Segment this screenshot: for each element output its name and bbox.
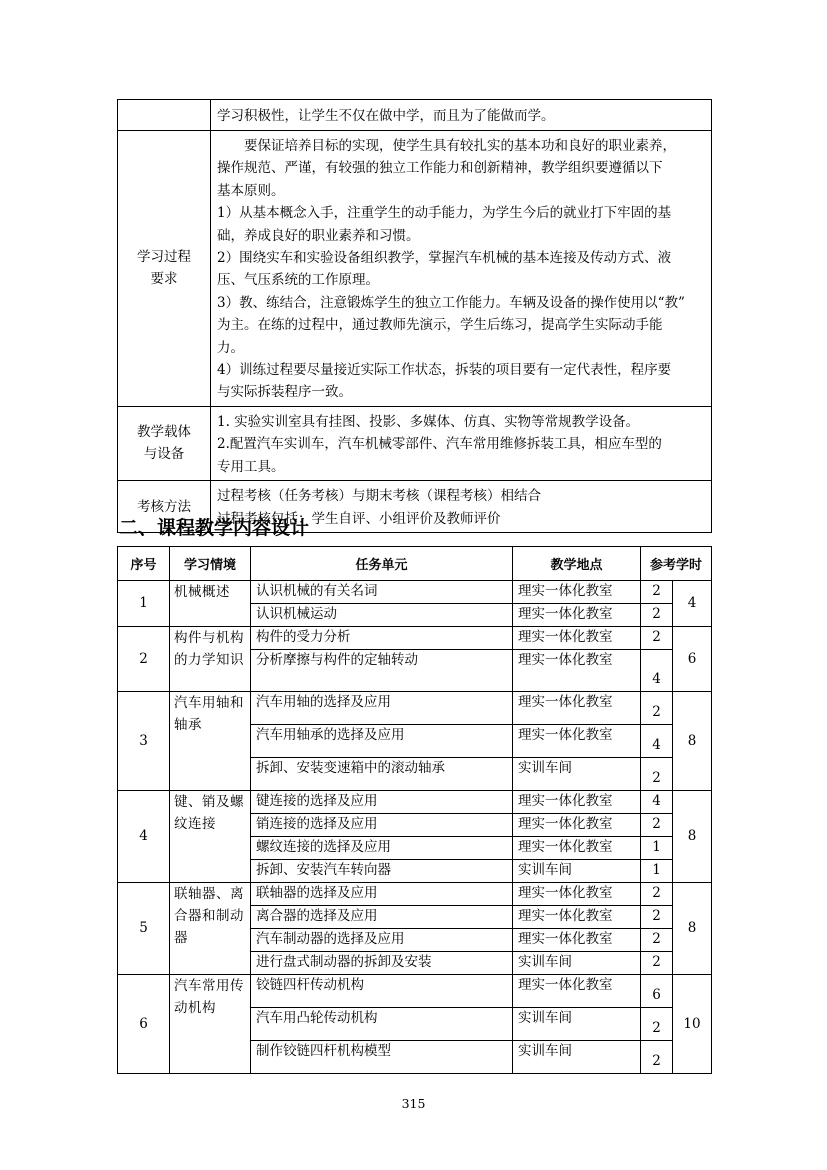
paragraph-line: 学习积极性，让学生不仅在做中学，而且为了能做而学。 xyxy=(217,107,555,124)
cell-total-hours: 10 xyxy=(673,975,712,1074)
cell-task: 进行盘式制动器的拆卸及安装 xyxy=(251,952,513,975)
cell-hours: 2 xyxy=(641,758,673,791)
paragraph-line: 1. 实验实训室具有挂图、投影、多媒体、仿真、实物等常规教学设备。 xyxy=(217,413,640,430)
paragraph-line: 基本原则。 xyxy=(217,182,285,199)
paragraph-line: 2.配置汽车实训车，汽车机械零部件、汽车常用维修拆装工具，相应车型的 xyxy=(217,436,662,453)
header-situation: 学习情境 xyxy=(170,547,251,581)
course-content-table xyxy=(117,546,712,1074)
cell-place: 理实一体化教室 xyxy=(513,975,641,1008)
row-content-learning-process xyxy=(211,131,712,407)
cell-task: 拆卸、安装变速箱中的滚动轴承 xyxy=(251,758,513,791)
cell-hours: 1 xyxy=(641,837,673,860)
cell-hours: 2 xyxy=(641,929,673,952)
cell-hours: 2 xyxy=(641,883,673,906)
cell-task: 离合器的选择及应用 xyxy=(251,906,513,929)
cell-place: 理实一体化教室 xyxy=(513,692,641,725)
cell-hours: 2 xyxy=(641,952,673,975)
cell-place: 理实一体化教室 xyxy=(513,650,641,692)
cell-total-hours: 6 xyxy=(673,627,712,692)
cell-place: 理实一体化教室 xyxy=(513,906,641,929)
row-label-learning-process: 学习过程 要求 xyxy=(118,131,211,407)
page-number: 315 xyxy=(401,1096,426,1111)
table-row xyxy=(118,406,712,480)
cell-place: 实训车间 xyxy=(513,1008,641,1041)
row-label xyxy=(118,100,211,131)
cell-task: 汽车制动器的选择及应用 xyxy=(251,929,513,952)
row-label-teaching-equipment: 教学载体 与设备 xyxy=(118,406,211,480)
cell-situation: 机械概述 xyxy=(170,581,251,627)
table-row xyxy=(118,627,712,650)
cell-no: 4 xyxy=(118,791,170,883)
cell-place: 理实一体化教室 xyxy=(513,837,641,860)
paragraph-line: 础，养成良好的职业素养和习惯。 xyxy=(217,227,420,244)
cell-hours: 6 xyxy=(641,975,673,1008)
row-content xyxy=(211,100,712,131)
table-row xyxy=(118,791,712,814)
cell-place: 理实一体化教室 xyxy=(513,581,641,604)
table-row xyxy=(118,581,712,604)
cell-situation: 键、销及螺纹连接 xyxy=(170,791,251,883)
cell-place: 理实一体化教室 xyxy=(513,814,641,837)
paragraph-line: 与实际拆装程序一致。 xyxy=(217,384,352,401)
paragraph-line: 4）训练过程要尽量接近实际工作状态，拆装的项目要有一定代表性，程序要 xyxy=(217,362,672,379)
cell-task: 拆卸、安装汽车转向器 xyxy=(251,860,513,883)
cell-no: 2 xyxy=(118,627,170,692)
cell-task: 螺纹连接的选择及应用 xyxy=(251,837,513,860)
header-hours: 参考学时 xyxy=(641,547,712,581)
cell-place: 实训车间 xyxy=(513,952,641,975)
cell-hours: 4 xyxy=(641,650,673,692)
cell-hours: 2 xyxy=(641,906,673,929)
cell-situation: 汽车用轴和轴承 xyxy=(170,692,251,791)
section-title: 二、课程教学内容设计 xyxy=(119,517,310,539)
cell-hours: 4 xyxy=(641,791,673,814)
paragraph-line: 专用工具。 xyxy=(217,458,285,475)
cell-place: 理实一体化教室 xyxy=(513,725,641,758)
cell-hours: 4 xyxy=(641,725,673,758)
cell-task: 制作铰链四杆机构模型 xyxy=(251,1041,513,1074)
cell-total-hours: 8 xyxy=(673,692,712,791)
cell-total-hours: 8 xyxy=(673,883,712,975)
cell-situation: 联轴器、离合器和制动器 xyxy=(170,883,251,975)
table-row xyxy=(118,100,712,131)
paragraph-line: 1）从基本概念入手，注重学生的动手能力，为学生今后的就业打下牢固的基 xyxy=(217,205,672,222)
cell-place: 理实一体化教室 xyxy=(513,791,641,814)
row-content-teaching-equipment xyxy=(211,406,712,480)
cell-task: 铰链四杆传动机构 xyxy=(251,975,513,1008)
cell-total-hours: 4 xyxy=(673,581,712,627)
cell-task: 键连接的选择及应用 xyxy=(251,791,513,814)
cell-task: 构件的受力分析 xyxy=(251,627,513,650)
table-header-row xyxy=(118,547,712,581)
paragraph-line: 2）围绕实车和实验设备组织教学，掌握汽车机械的基本连接及传动方式、液 xyxy=(217,250,672,267)
cell-place: 实训车间 xyxy=(513,1041,641,1074)
table-row xyxy=(118,692,712,725)
cell-task: 认识机械运动 xyxy=(251,604,513,627)
cell-hours: 2 xyxy=(641,581,673,604)
cell-task: 联轴器的选择及应用 xyxy=(251,883,513,906)
table-row xyxy=(118,883,712,906)
table-row xyxy=(118,975,712,1008)
cell-total-hours: 8 xyxy=(673,791,712,883)
cell-place: 理实一体化教室 xyxy=(513,883,641,906)
cell-task: 销连接的选择及应用 xyxy=(251,814,513,837)
cell-situation: 汽车常用传动机构 xyxy=(170,975,251,1074)
cell-place: 理实一体化教室 xyxy=(513,627,641,650)
paragraph-line: 要保证培养目标的实现，使学生具有较扎实的基本功和良好的职业素养， xyxy=(244,138,676,154)
header-task: 任务单元 xyxy=(251,547,513,581)
paragraph-line: 力。 xyxy=(217,339,244,356)
course-info-table xyxy=(117,99,712,533)
cell-no: 3 xyxy=(118,692,170,791)
cell-task: 汽车用凸轮传动机构 xyxy=(251,1008,513,1041)
paragraph-line: 3）教、练结合，注意锻炼学生的独立工作能力。车辆及设备的操作使用以“教” xyxy=(217,294,685,311)
paragraph-line: 过程考核包括：学生自评、小组评价及教师评价 xyxy=(217,510,501,527)
cell-hours: 2 xyxy=(641,692,673,725)
cell-no: 1 xyxy=(118,581,170,627)
cell-place: 理实一体化教室 xyxy=(513,929,641,952)
cell-hours: 2 xyxy=(641,1008,673,1041)
cell-hours: 2 xyxy=(641,814,673,837)
cell-place: 理实一体化教室 xyxy=(513,604,641,627)
paragraph-line: 压、气压系统的工作原理。 xyxy=(217,272,379,289)
cell-hours: 2 xyxy=(641,1041,673,1074)
cell-situation: 构件与机构的力学知识 xyxy=(170,627,251,692)
paragraph-line: 为主。在练的过程中，通过教师先演示，学生后练习，提高学生实际动手能 xyxy=(217,317,663,334)
paragraph-line: 过程考核（任务考核）与期末考核（课程考核）相结合 xyxy=(217,488,541,505)
cell-no: 6 xyxy=(118,975,170,1074)
paragraph-line: 操作规范、严谨，有较强的独立工作能力和创新精神，教学组织要遵循以下 xyxy=(217,160,663,177)
cell-hours: 2 xyxy=(641,627,673,650)
row-label-assessment: 考核方法 xyxy=(118,481,211,533)
cell-task: 汽车用轴的选择及应用 xyxy=(251,692,513,725)
cell-task: 汽车用轴承的选择及应用 xyxy=(251,725,513,758)
header-place: 教学地点 xyxy=(513,547,641,581)
cell-no: 5 xyxy=(118,883,170,975)
header-no: 序号 xyxy=(118,547,170,581)
cell-task: 认识机械的有关名词 xyxy=(251,581,513,604)
cell-task: 分析摩擦与构件的定轴转动 xyxy=(251,650,513,692)
cell-hours: 2 xyxy=(641,604,673,627)
cell-hours: 1 xyxy=(641,860,673,883)
cell-place: 实训车间 xyxy=(513,758,641,791)
table-row xyxy=(118,131,712,407)
cell-place: 实训车间 xyxy=(513,860,641,883)
